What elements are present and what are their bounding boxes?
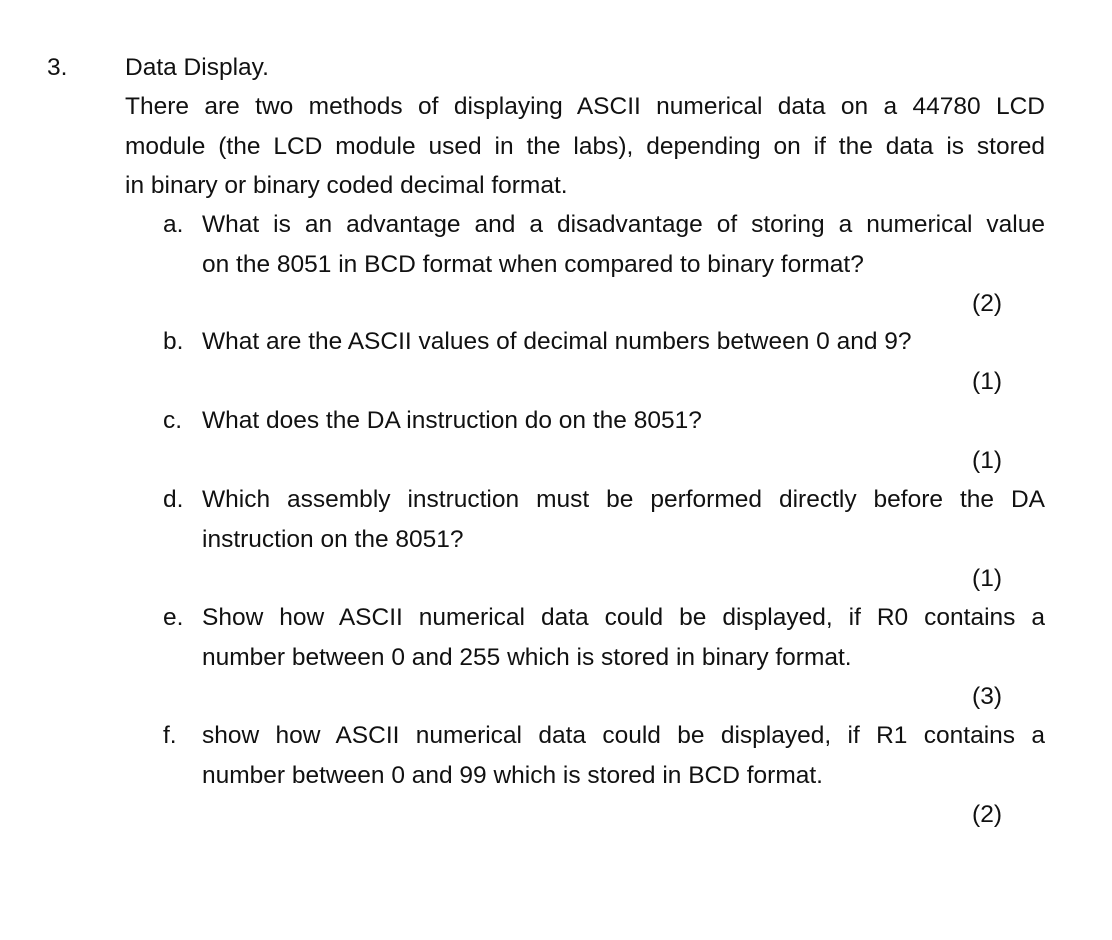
part-f-line: number between 0 and 99 which is stored in BCD format. xyxy=(202,761,823,789)
part-d-label: d. xyxy=(163,486,184,513)
part-a-marks: (2) xyxy=(972,290,1002,317)
part-a-line: What is an advantage and a disadvantage of storing a numerical value xyxy=(202,211,1045,238)
part-b-marks: (1) xyxy=(972,368,1002,395)
part-f-label: f. xyxy=(163,722,177,749)
part-a-line: on the 8051 in BCD format when compared to binary format? xyxy=(202,250,864,278)
intro-line: module (the LCD module used in the labs), depending on if the data is stored xyxy=(125,132,1045,160)
part-e-line: number between 0 and 255 which is stored in binary format. xyxy=(202,643,852,671)
part-f-text xyxy=(202,716,1045,795)
part-a-label: a. xyxy=(163,211,184,238)
part-c-line: What does the DA instruction do on the 8051? xyxy=(202,407,702,434)
part-e-text xyxy=(202,598,1045,677)
part-c-label: c. xyxy=(163,407,183,434)
part-d-text xyxy=(202,480,1045,559)
part-d-marks: (1) xyxy=(972,565,1002,592)
part-e-marks: (3) xyxy=(972,683,1002,710)
question-number: 3. xyxy=(47,54,68,81)
part-b-label: b. xyxy=(163,328,184,355)
part-e-label: e. xyxy=(163,604,184,631)
part-a-text xyxy=(202,205,1045,284)
part-b-text xyxy=(202,322,1045,362)
part-b-line: What are the ASCII values of decimal numbers between 0 and 9? xyxy=(202,328,912,355)
question-intro xyxy=(125,87,1045,206)
part-d-line: instruction on the 8051? xyxy=(202,525,464,553)
intro-line: in binary or binary coded decimal format. xyxy=(125,172,568,199)
part-d-line: Which assembly instruction must be performed directly before the DA xyxy=(202,486,1045,513)
part-e-line: Show how ASCII numerical data could be displayed, if R0 contains a xyxy=(202,604,1045,631)
intro-line: There are two methods of displaying ASCII numerical data on a 44780 LCD xyxy=(125,93,1045,120)
part-f-line: show how ASCII numerical data could be displayed, if R1 contains a xyxy=(202,722,1045,749)
part-f-marks: (2) xyxy=(972,801,1002,828)
part-c-text xyxy=(202,401,1045,441)
part-c-marks: (1) xyxy=(972,447,1002,474)
question-title: Data Display. xyxy=(125,54,269,81)
